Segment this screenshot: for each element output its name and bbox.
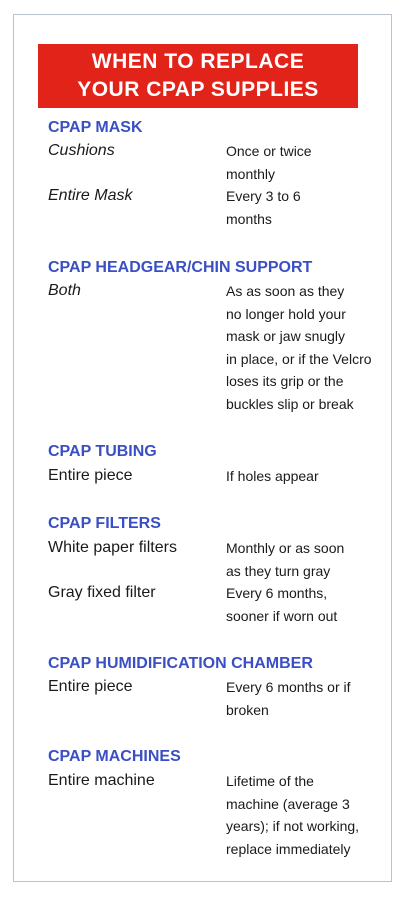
section-title: CPAP TUBING	[48, 443, 157, 460]
item-replace-when: Once or twice monthly	[226, 143, 312, 182]
item-name: Entire piece	[48, 678, 133, 695]
banner-line-2: YOUR CPAP SUPPLIES	[77, 78, 319, 101]
section-cpap-machines	[48, 747, 378, 860]
item-name: Entire piece	[48, 467, 133, 484]
section-title: CPAP MASK	[48, 119, 143, 136]
item-replace-when: Every 6 months or if broken	[226, 679, 351, 718]
item-name: Entire machine	[48, 772, 155, 789]
list-item	[48, 537, 378, 582]
section-title: CPAP MACHINES	[48, 748, 181, 765]
list-item	[48, 676, 378, 721]
section-cpap-headgear	[48, 258, 378, 415]
section-title: CPAP FILTERS	[48, 515, 161, 532]
item-name: Gray fixed filter	[48, 584, 156, 601]
section-title: CPAP HEADGEAR/CHIN SUPPORT	[48, 259, 313, 276]
item-replace-when: As as soon as they no longer hold your mask or jaw snugly in place, or if the Velcro loses its grip or the buckles slip or break	[226, 283, 372, 412]
item-name: White paper filters	[48, 539, 177, 556]
section-cpap-tubing	[48, 442, 378, 488]
list-item	[48, 280, 378, 415]
banner-line-1: WHEN TO REPLACE	[91, 50, 305, 73]
item-name: Cushions	[48, 142, 115, 159]
item-replace-when: Monthly or as soon as they turn gray	[226, 540, 345, 579]
item-name: Both	[48, 282, 81, 299]
item-replace-when: If holes appear	[226, 468, 319, 484]
item-replace-when: Lifetime of the machine (average 3 years); if not working, replace immediately	[226, 773, 360, 857]
list-item	[48, 140, 378, 185]
item-name: Entire Mask	[48, 187, 133, 204]
item-replace-when: Every 3 to 6 months	[226, 188, 301, 227]
list-item	[48, 185, 378, 230]
section-cpap-humidification-chamber	[48, 654, 378, 721]
section-cpap-mask	[48, 118, 378, 230]
list-item	[48, 770, 378, 860]
list-item	[48, 582, 378, 627]
section-title: CPAP HUMIDIFICATION CHAMBER	[48, 655, 313, 672]
list-item	[48, 465, 378, 488]
item-replace-when: Every 6 months, sooner if worn out	[226, 585, 338, 624]
title-banner	[38, 44, 358, 108]
section-cpap-filters	[48, 514, 378, 627]
